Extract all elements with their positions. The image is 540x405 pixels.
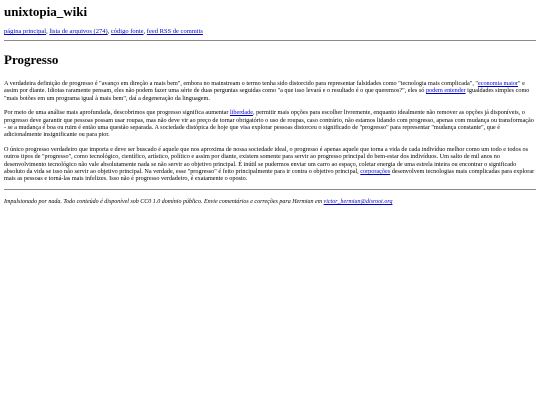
page-title: Progresso (4, 52, 59, 67)
article-paragraph-1 (4, 80, 536, 102)
site-title: unixtopia_wiki (4, 4, 88, 19)
footer-text: Impulsionado por nada. Todo conteúdo é disponível sob CC0 1.0 domínio público. Envie comentários e correções para Hermian em (4, 198, 324, 205)
footer-divider (4, 189, 536, 190)
paragraph-text: " e assim por diante. Idiotas raramente pensam, eles não podem fazer uma série de duas perguntas seguidas como "a que isso levará e o resultado é o que queremos?", eles só (4, 80, 525, 95)
nav-link-file-list[interactable]: lista de arquivos (274) (49, 28, 108, 35)
footer-email-link[interactable]: victor_hermian@disroot.org (323, 198, 393, 205)
nav-link-home[interactable]: página principal (4, 28, 47, 35)
paragraph-text: desenvolvem tecnologias mais complicadas para explorar mais as pessoas e torná-las mais infelizes. Isso não é progresso verdadeiro, é exatamente o oposto. (4, 168, 535, 183)
article-paragraph-3 (4, 146, 536, 183)
article-paragraph-2 (4, 109, 536, 139)
nav-separator: , (46, 28, 50, 35)
paragraph-text: , permitir mais opções para escolher livremente, enquanto idealmente não remover as opções já disponíveis, o progresso deve garantir que pessoas possam usar roupas, mas não deve vir ao preço de tornar obrigatório o uso de roupas, caso contrário, não estamos lidando com progresso, apenas com mudança ou transformação - se a mudança é boa ou ruim é então uma questão separada. A sociedade distópica de hoje que visa explorar pessoas distorceu o significado de "progresso" para representar "mudança constante", que é adicionalmente insignificante ou para pior. (4, 109, 534, 139)
paragraph-text: Por meio de uma análise mais aprofundada, descobrimos que progresso significa aumentar (4, 109, 230, 117)
header-divider (4, 40, 536, 41)
paragraph-text: A verdadeira definição de progresso é "avanço em direção a mais bem", embora no mainstream o termo tenha sido distorcido para representar falsidades como "tecnologia mais complicada", " (4, 80, 478, 87)
top-nav (4, 27, 536, 36)
nav-link-rss-feed[interactable]: feed RSS de commits (146, 28, 203, 35)
link-corporacoes[interactable]: corporações (360, 168, 391, 176)
paragraph-text: igualdades simples como "mais botões em um programa igual à mais bem", daí a degeneração da linguagem. (4, 87, 530, 102)
nav-link-source-code[interactable]: código fonte (110, 28, 144, 35)
nav-separator: , (107, 28, 111, 35)
nav-separator: , (143, 28, 147, 35)
paragraph-text: O único progresso verdadeiro que importa e deve ser buscado é aquele que nos aproxima de nossa sociedade ideal, o progresso é apenas aquele que torna a vida de cada indivíduo melhor como um todo e todos os outros tipos de "progresso", como tecnológico, científico, artístico, político e assim por diante, existem somente para servir ao progresso principal do bem-estar dos indivíduos. Um salto de mil anos no desenvolvimento tecnológico não vale absolutamente nada se não servir ao objetivo principal. É inútil se pudermos enviar um carro ao espaço, coletar energia de uma estrela inteira ou encontrar o significado absoluto da vida se isso não servir ao objetivo principal. Na verdade, esse "progresso" é feito principalmente para ir contra o objetivo principal, (4, 145, 529, 176)
link-economia-maior[interactable]: economia maior (477, 80, 518, 87)
link-liberdade[interactable]: liberdade (229, 109, 253, 117)
footer (4, 198, 536, 206)
link-podem-entender[interactable]: podem entender (425, 87, 466, 95)
